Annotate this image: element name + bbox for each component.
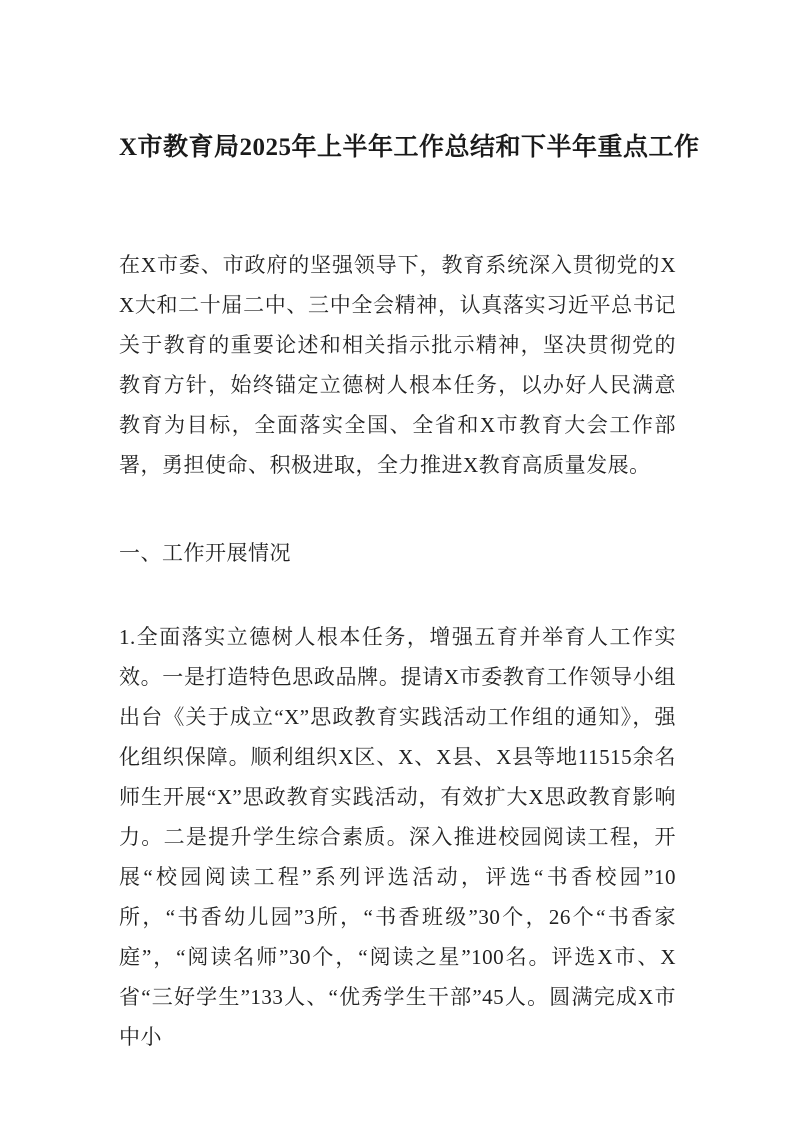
paragraph-intro: 在X市委、市政府的坚强领导下，教育系统深入贯彻党的XX大和二十届二中、三中全会精神，认真落实习近平总书记关于教育的重要论述和相关指示批示精神，坚决贯彻党的教育方针，始终锚定立德树人根本任务，以办好人民满意教育为目标，全面落实全国、全省和X市教育大会工作部署，勇担使命、积极进取，全力推进X教育高质量发展。 (119, 253, 676, 477)
document-content (119, 0, 700, 1057)
section-heading-work-progress: 一、工作开展情况 (119, 541, 291, 565)
paragraph-work-progress-details: 1.全面落实立德树人根本任务，增强五育并举育人工作实效。一是打造特色思政品牌。提请X市委教育工作领导小组出台《关于成立“X”思政教育实践活动工作组的通知》，强化组织保障。顺利组织X区、X、X县、X县等地11515余名师生开展“X”思政教育实践活动，有效扩大X思政教育影响力。二是提升学生综合素质。深入推进校园阅读工程，开展“校园阅读工程”系列评选活动，评选“书香校园”10所，“书香幼儿园”3所，“书香班级”30个，26个“书香家庭”，“阅读名师”30个，“阅读之星”100名。评选X市、X省“三好学生”133人、“优秀学生干部”45人。圆满完成X市中小 (119, 625, 676, 1049)
document-title: X市教育局2025年上半年工作总结和下半年重点工作 (119, 134, 700, 161)
